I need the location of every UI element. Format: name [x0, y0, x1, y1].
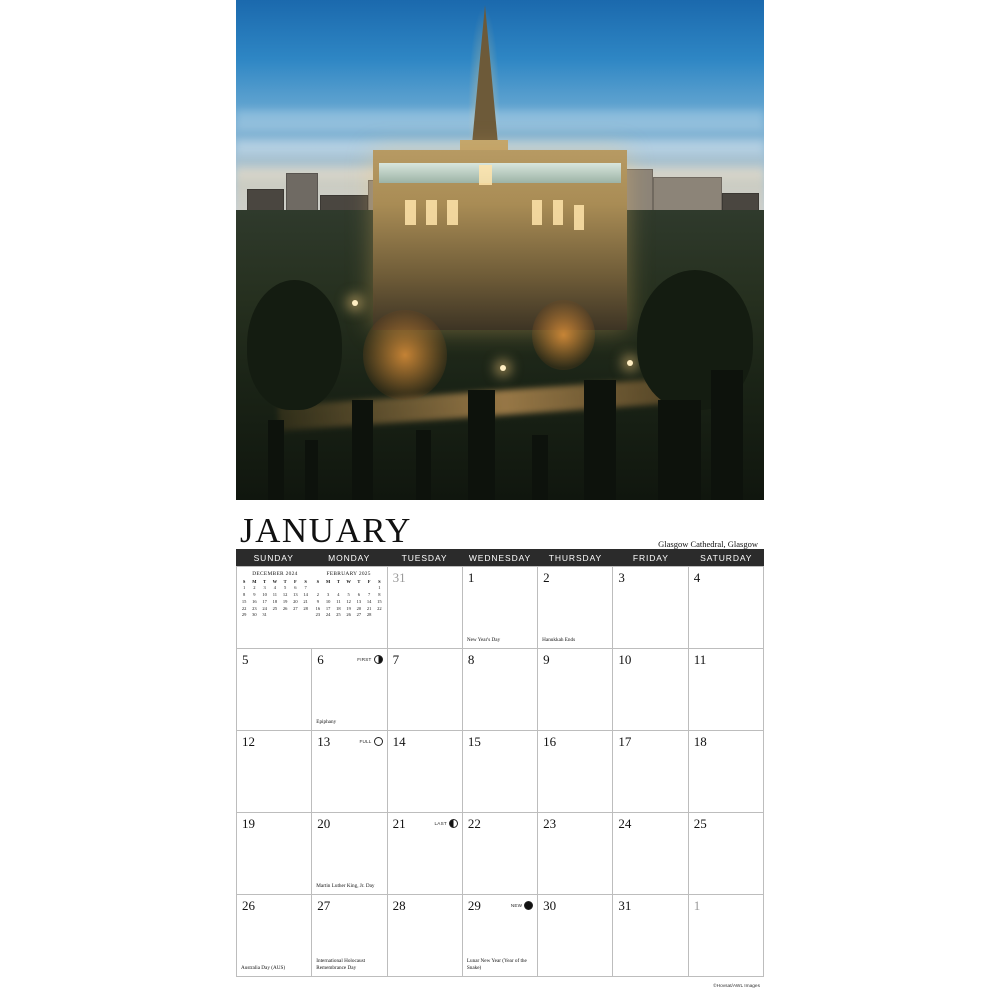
mini-day: 23 [252, 605, 257, 611]
cathedral-roof [379, 163, 622, 183]
photo-caption: Glasgow Cathedral, Glasgow [658, 539, 758, 549]
mini-dow: M [326, 578, 331, 584]
day-event-label: International Holocaust Remembrance Day [316, 957, 366, 972]
mini-day: 15 [241, 598, 247, 604]
mini-day: 10 [262, 592, 267, 597]
dow-friday: FRIDAY [632, 553, 669, 563]
mini-day: 14 [366, 598, 372, 604]
day-number: 16 [543, 734, 557, 749]
day-number: 31 [618, 898, 632, 913]
day-number: 25 [693, 816, 707, 831]
mini-day [354, 585, 364, 592]
moon-phase-label: FULL [359, 739, 372, 744]
mini-day: 17 [262, 598, 267, 604]
day-number: 17 [618, 734, 632, 749]
mini-day: 2 [253, 585, 256, 591]
day-number: 5 [242, 652, 249, 667]
mini-day: 14 [303, 592, 308, 597]
mini-day: 6 [357, 592, 361, 597]
mini-day: 2 [316, 592, 320, 597]
day-number: 19 [242, 816, 255, 831]
calendar-day-cell[interactable] [237, 813, 312, 895]
calendar-day-cell[interactable] [463, 649, 538, 731]
mini-day: 4 [337, 592, 340, 597]
mini-day: 5 [347, 592, 350, 597]
mini-day: 12 [282, 592, 288, 597]
street-lamp [627, 360, 633, 366]
day-number: 1 [693, 898, 701, 913]
mini-day: 3 [263, 585, 266, 591]
mini-month-grid [239, 579, 311, 620]
calendar-day-cell[interactable] [312, 649, 387, 731]
moon-phase-new-icon [511, 901, 533, 910]
calendar-day-cell[interactable] [312, 731, 387, 813]
calendar-day-cell[interactable] [388, 567, 463, 649]
calendar-day-cell[interactable] [689, 895, 764, 977]
mini-day: 16 [252, 598, 257, 604]
dow-monday: MONDAY [328, 553, 371, 563]
day-number: 28 [392, 898, 406, 913]
moon-glyph [449, 819, 458, 828]
day-number: 3 [618, 570, 625, 585]
day-number: 26 [242, 898, 255, 913]
mini-dow: W [346, 578, 351, 584]
day-number: 1 [467, 570, 475, 585]
calendar-day-cell[interactable] [388, 731, 463, 813]
calendar-day-cell[interactable] [312, 895, 387, 977]
mini-day [270, 612, 280, 619]
day-number: 15 [467, 734, 481, 749]
mini-day: 26 [282, 605, 288, 611]
day-number: 12 [242, 734, 255, 749]
calendar-day-cell[interactable] [463, 731, 538, 813]
day-number: 24 [618, 816, 632, 831]
mini-day [323, 585, 333, 592]
mini-day: 11 [272, 592, 278, 597]
mini-day: 23 [315, 612, 321, 618]
mini-day: 25 [336, 612, 341, 618]
day-number: 20 [317, 816, 331, 831]
calendar-day-cell[interactable] [463, 813, 538, 895]
moon-phase-label: NEW [510, 903, 523, 908]
mini-day: 28 [303, 605, 308, 611]
day-number: 29 [467, 898, 481, 913]
cover-photo [236, 0, 764, 500]
mini-dow: T [283, 578, 287, 584]
calendar-day-cell[interactable] [388, 813, 463, 895]
day-number: 2 [543, 570, 550, 585]
calendar-day-cell[interactable] [689, 649, 764, 731]
mini-dow: M [252, 578, 257, 584]
dark-tree [247, 280, 342, 410]
calendar-day-cell[interactable] [463, 567, 538, 649]
mini-day: 10 [325, 598, 331, 604]
calendar-header [236, 505, 764, 549]
calendar-day-cell[interactable] [463, 895, 538, 977]
dow-wednesday: WEDNESDAY [468, 553, 532, 563]
calendar-day-cell[interactable] [613, 649, 688, 731]
mini-day: 12 [346, 598, 351, 604]
day-number: 7 [392, 652, 400, 667]
calendar-day-cell[interactable] [312, 813, 387, 895]
day-number: 13 [317, 734, 331, 749]
moon-glyph [374, 655, 383, 664]
mini-day: 17 [325, 605, 331, 611]
mini-dow: S [242, 578, 246, 584]
mini-day [301, 612, 311, 619]
moon-phase-full-icon [360, 737, 383, 746]
mini-day: 11 [336, 598, 341, 604]
moon-phase-last-icon [435, 819, 458, 828]
gravestone [658, 400, 700, 500]
mini-day [344, 585, 354, 592]
mini-day: 20 [293, 598, 298, 604]
cathedral-spire [471, 5, 499, 155]
day-event-label: New Year's Day [466, 637, 501, 644]
mini-day [374, 612, 384, 619]
dow-tuesday: TUESDAY [401, 553, 448, 563]
moon-phase-label: LAST [434, 821, 447, 826]
autumn-tree [363, 310, 447, 400]
mini-day: 22 [241, 605, 247, 611]
mini-day: 5 [284, 585, 287, 591]
mini-dow: F [367, 578, 371, 584]
mini-day [290, 612, 300, 619]
mini-dow: S [316, 578, 320, 584]
gravestone [468, 390, 494, 500]
mini-day: 3 [327, 592, 330, 597]
calendar-day-cell[interactable] [237, 895, 312, 977]
mini-dow: S [304, 578, 307, 584]
mini-day: 20 [356, 605, 362, 611]
day-number: 31 [392, 570, 406, 585]
moon-glyph [374, 737, 383, 746]
mini-day: 24 [262, 605, 267, 611]
mini-day: 21 [366, 605, 372, 611]
mini-day: 24 [325, 612, 331, 618]
day-event-label: Epiphany [316, 719, 337, 726]
mini-dow: F [294, 578, 297, 584]
calendar-day-cell[interactable] [689, 567, 764, 649]
mini-dow: T [357, 578, 361, 584]
gravestone [711, 370, 743, 500]
mini-day: 29 [241, 612, 247, 618]
gravestone [584, 380, 616, 500]
calendar-day-cell[interactable] [613, 813, 688, 895]
day-number: 21 [392, 816, 406, 831]
mini-day [364, 585, 374, 592]
gravestone [416, 430, 432, 500]
gravestone [352, 400, 373, 500]
calendar-day-cell[interactable] [388, 895, 463, 977]
calendar-day-cell[interactable] [613, 567, 688, 649]
mini-month-title: DECEMBER 2024 [252, 571, 298, 577]
mini-day: 1 [243, 585, 246, 591]
day-of-week-header [236, 549, 764, 566]
copyright-text: ©Hovsat/AWL Images [713, 984, 760, 989]
calendar-sheet [236, 505, 764, 992]
mini-day [313, 585, 323, 592]
mini-day: 16 [315, 605, 321, 611]
autumn-tree [532, 300, 595, 370]
mini-day: 13 [293, 592, 298, 597]
mini-day: 30 [252, 612, 257, 618]
mini-month [313, 571, 385, 644]
street-lamp [500, 365, 506, 371]
mini-day: 22 [377, 605, 382, 611]
calendar-day-cell[interactable] [613, 895, 688, 977]
day-event-label: Martin Luther King, Jr. Day [316, 883, 375, 890]
mini-dow: T [263, 578, 267, 584]
calendar-day-cell[interactable] [689, 731, 764, 813]
mini-day: 26 [346, 612, 351, 618]
day-number: 10 [618, 652, 632, 667]
mini-day: 15 [377, 598, 382, 604]
calendar-day-cell[interactable] [689, 813, 764, 895]
day-number: 6 [317, 652, 324, 667]
dow-sunday: SUNDAY [253, 553, 294, 563]
mini-day [333, 585, 343, 592]
day-number: 14 [392, 734, 406, 749]
mini-day: 6 [294, 585, 297, 591]
mini-dow: T [336, 578, 340, 584]
month-title: JANUARY [240, 511, 412, 550]
day-number: 27 [317, 898, 331, 913]
gravestone [268, 420, 284, 500]
moon-glyph [524, 901, 533, 910]
mini-day: 4 [273, 585, 276, 591]
mini-day: 19 [346, 605, 351, 611]
day-number: 8 [467, 652, 475, 667]
mini-day: 21 [303, 598, 308, 604]
mini-day: 18 [336, 605, 341, 611]
day-number: 23 [543, 816, 557, 831]
mini-dow: W [272, 578, 278, 584]
mini-day [280, 612, 290, 619]
mini-day: 18 [272, 598, 278, 604]
mini-month [239, 571, 311, 644]
mini-dow: S [378, 578, 381, 584]
mini-day: 7 [304, 585, 307, 591]
calendar-day-cell[interactable] [538, 567, 613, 649]
day-number: 22 [467, 816, 481, 831]
mini-day: 19 [282, 598, 288, 604]
calendar-day-cell[interactable] [538, 731, 613, 813]
day-number: 9 [543, 652, 550, 667]
dow-thursday: THURSDAY [548, 553, 603, 563]
day-number: 11 [693, 652, 707, 667]
mini-day: 28 [366, 612, 372, 618]
day-number: 4 [693, 570, 701, 585]
calendar-day-cell[interactable] [388, 649, 463, 731]
day-event-label: Hanukkah Ends [542, 637, 576, 644]
calendar-day-cell[interactable] [538, 813, 613, 895]
mini-day: 7 [368, 592, 371, 597]
dow-saturday: SATURDAY [700, 553, 753, 563]
calendar-day-cell[interactable] [613, 731, 688, 813]
mini-month-cell [237, 567, 388, 649]
moon-phase-first-icon [357, 655, 382, 664]
mini-day: 8 [378, 592, 381, 597]
day-event-label: Australia Day (AUS) [241, 965, 286, 972]
gravestone [532, 435, 548, 500]
gravestone [305, 440, 318, 500]
day-event-label: Lunar New Year (Year of the Snake) [466, 957, 527, 972]
mini-day: 27 [356, 612, 362, 618]
mini-month-grid [313, 579, 385, 620]
mini-day: 13 [356, 598, 362, 604]
day-number: 30 [543, 898, 557, 913]
mini-day: 25 [272, 605, 278, 611]
mini-day: 31 [262, 612, 267, 618]
mini-month-title: FEBRUARY 2025 [326, 571, 371, 577]
calendar-day-cell[interactable] [237, 649, 312, 731]
calendar-day-cell[interactable] [538, 895, 613, 977]
mini-day: 8 [243, 592, 246, 597]
calendar-day-cell[interactable] [237, 731, 312, 813]
moon-phase-label: FIRST [357, 657, 372, 662]
mini-day: 9 [253, 592, 256, 597]
calendar-grid [236, 566, 764, 977]
mini-day: 9 [316, 598, 320, 604]
mini-day: 27 [293, 605, 298, 611]
day-number: 18 [693, 734, 707, 749]
calendar-day-cell[interactable] [538, 649, 613, 731]
mini-day: 1 [378, 585, 381, 591]
